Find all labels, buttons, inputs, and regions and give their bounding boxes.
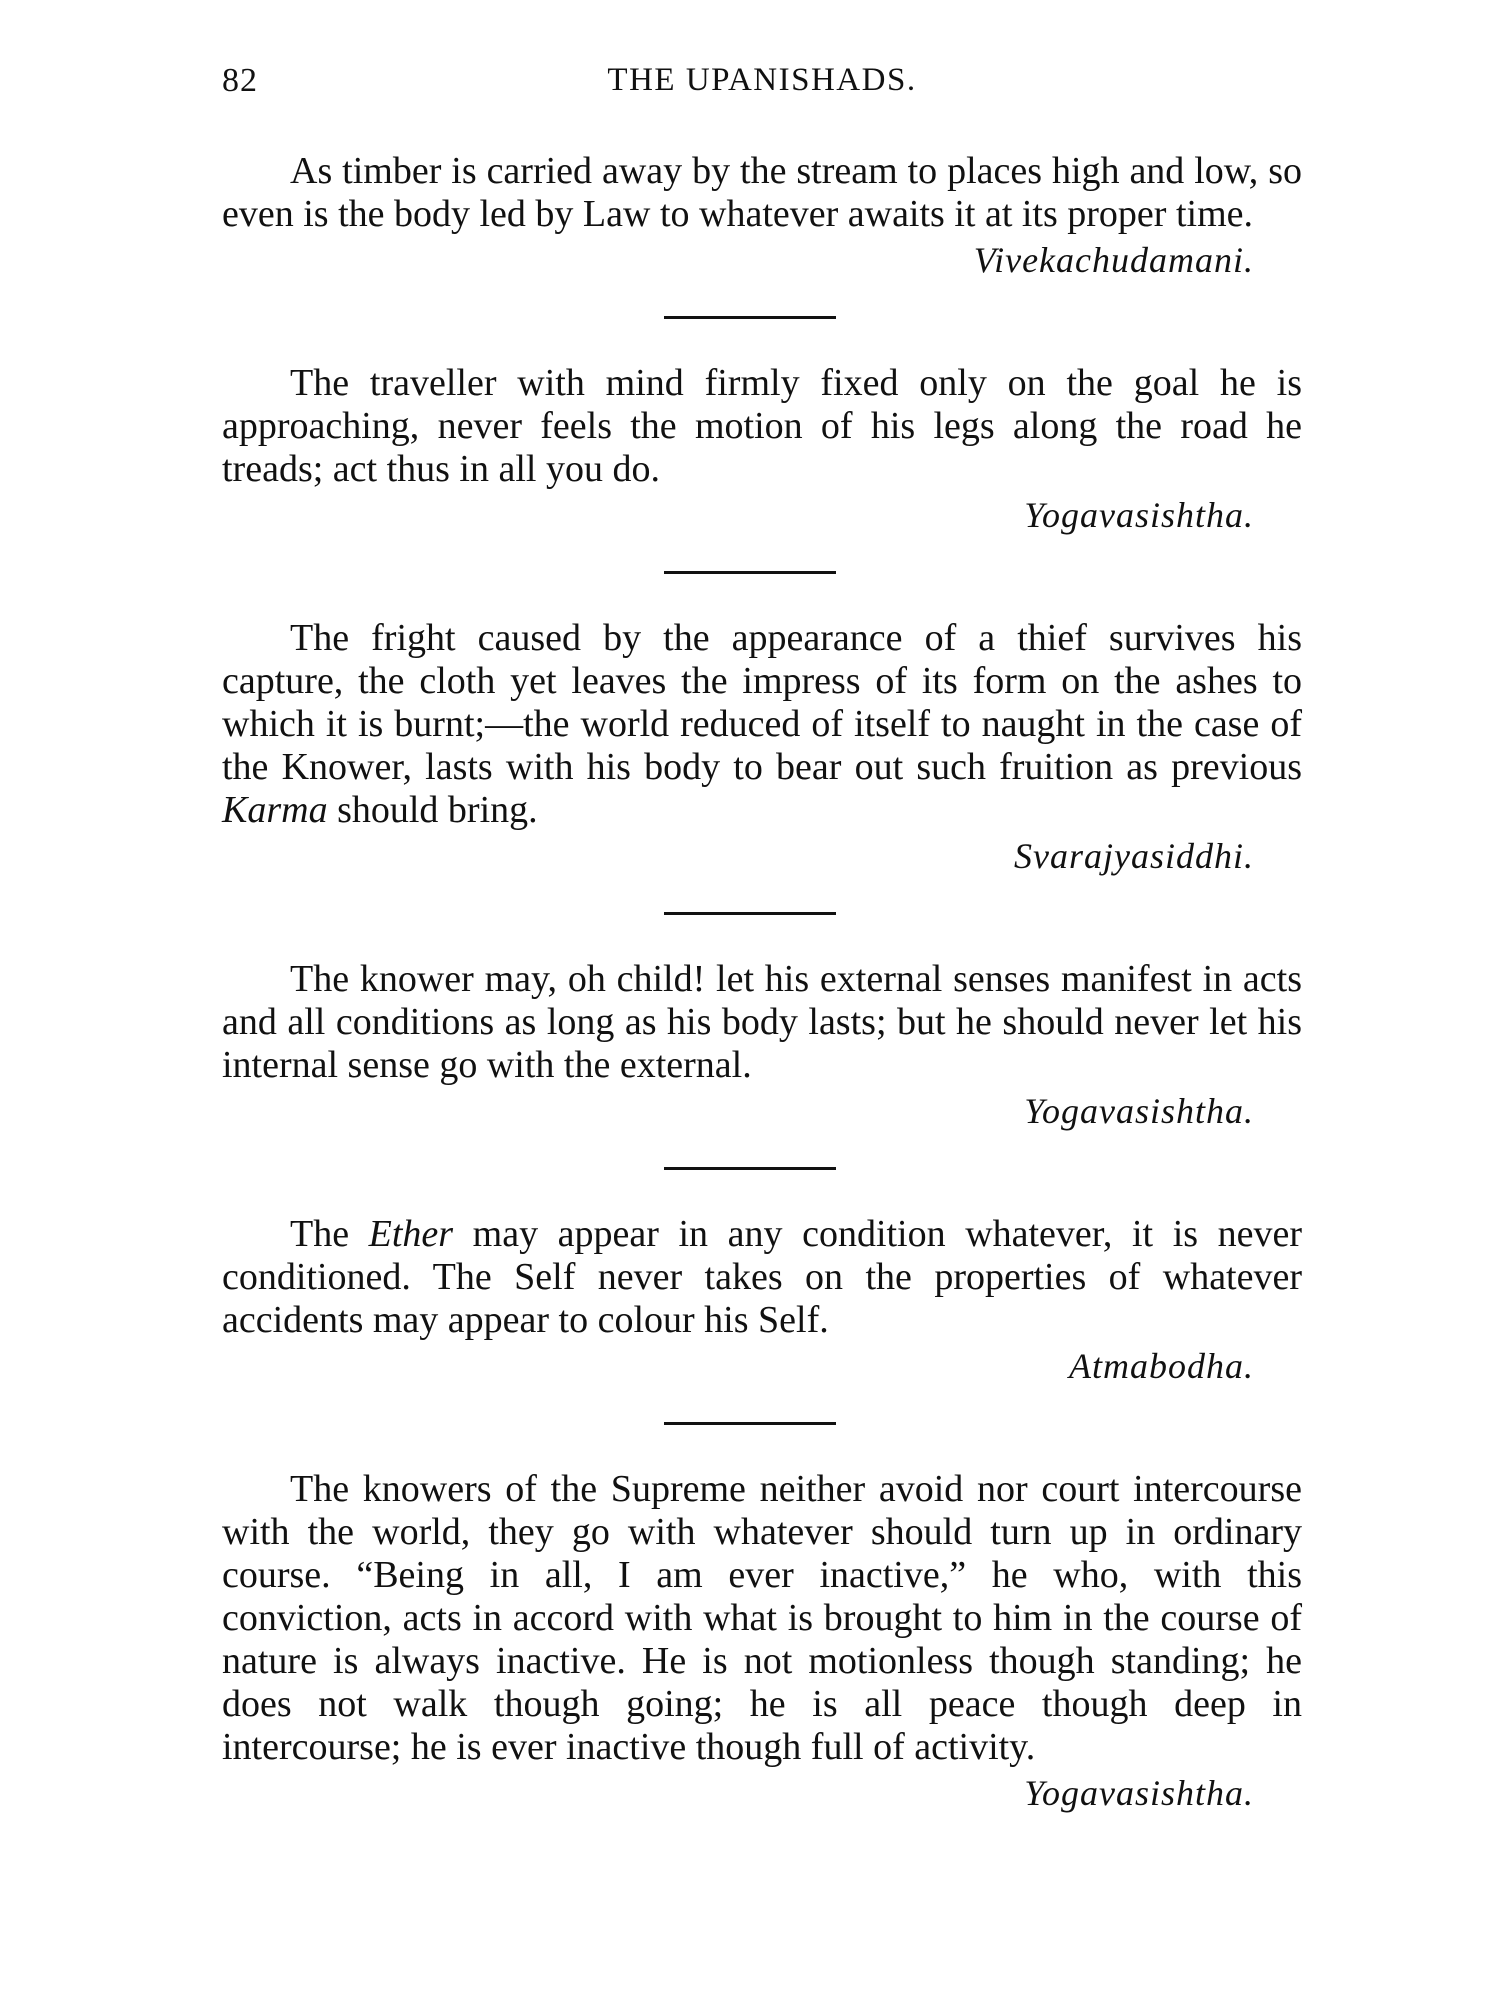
- passage-text-part: may appear in any condition whatever, it is never conditioned. The Self never takes on the properties of whatever accidents may appear to colour his Self.: [222, 1213, 1303, 1341]
- page-body: [222, 150, 1302, 1815]
- passage-text-part: should bring.: [327, 789, 538, 831]
- quotation-passage: [222, 958, 1302, 1133]
- emphasized-term: Karma: [222, 789, 328, 831]
- quotation-passage: [222, 1468, 1302, 1815]
- running-head: THE UPANISHADS.: [607, 62, 917, 98]
- section-divider: [664, 1422, 836, 1425]
- passage-text: As timber is carried away by the stream to places high and low, so even is the body led by Law to whatever awaits it at its proper time.: [222, 150, 1302, 235]
- passage-text: The traveller with mind firmly fixed only on the goal he is approaching, never feels the motion of his legs along the road he treads; act thus in all you do.: [222, 362, 1302, 490]
- source-attribution: Atmabodha.: [1069, 1346, 1254, 1386]
- source-attribution: Vivekachudamani.: [973, 240, 1254, 280]
- section-divider: [664, 316, 836, 319]
- section-divider: [664, 571, 836, 574]
- passage-text-part: The: [290, 1213, 369, 1255]
- passage-text: [222, 617, 1302, 832]
- source-attribution: Yogavasishtha.: [1024, 1091, 1254, 1131]
- passage-text: The knower may, oh child! let his external senses manifest in acts and all conditions as long as his body lasts; but he should never let his internal sense go with the external.: [222, 958, 1302, 1086]
- passage-text: The knowers of the Supreme neither avoid nor court intercourse with the world, they go with whatever should turn up in ordinary course. “Being in all, I am ever inactive,” he who, with this conviction, acts in accord with what is brought to him in the course of nature is always inactive. He is not motionless though standing; he does not walk though going; he is all peace though deep in intercourse; he is ever inactive though full of activity.: [222, 1468, 1302, 1768]
- quotation-passage: [222, 617, 1302, 878]
- source-attribution: Yogavasishtha.: [1024, 495, 1254, 535]
- section-divider: [664, 912, 836, 915]
- quotation-passage: [222, 150, 1302, 282]
- passage-text: [222, 1213, 1302, 1342]
- section-divider: [664, 1167, 836, 1170]
- quotation-passage: [222, 1213, 1302, 1388]
- source-attribution: Yogavasishtha.: [1024, 1773, 1254, 1813]
- source-attribution: Svarajyasiddhi.: [1014, 836, 1254, 876]
- page-header: [222, 62, 1302, 112]
- passage-text-part: The fright caused by the appearance of a thief survives his capture, the cloth yet leaves the impress of its form on the ashes to which it is burnt;—the world reduced of itself to naught in the case of the Knower, lasts with his body to bear out such fruition as previous: [222, 617, 1302, 788]
- emphasized-term: Ether: [368, 1213, 454, 1255]
- quotation-passage: [222, 362, 1302, 537]
- page-number: 82: [222, 62, 258, 99]
